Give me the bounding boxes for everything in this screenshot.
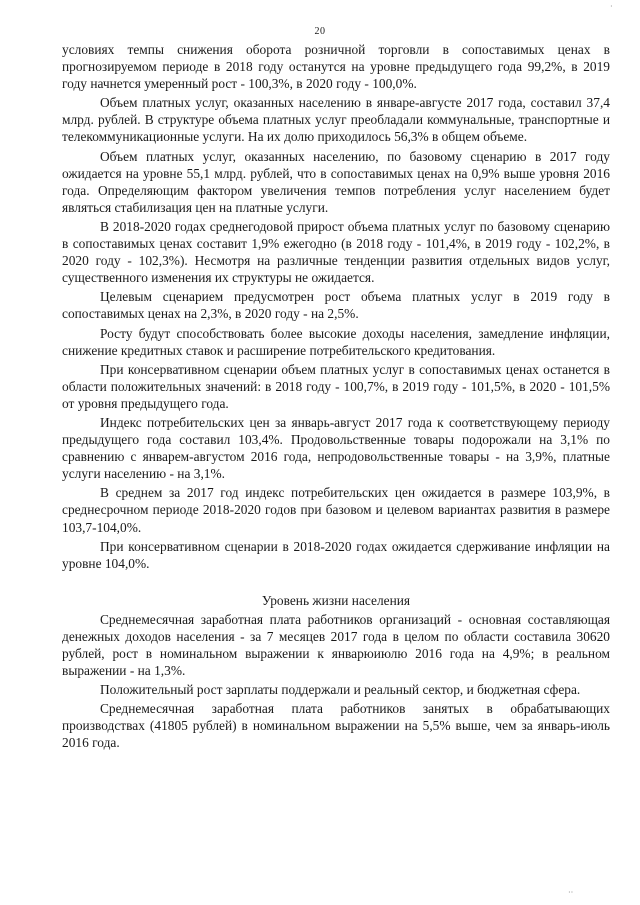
- paragraph-conservative-inflation: При консервативном сценарии в 2018-2020 годах ожидается сдерживание инфляции на уровне 104,0%.: [62, 538, 610, 571]
- paragraph-average-salary: Среднемесячная заработная плата работников организаций - основная составляющая денежных доходов населения - за 7 месяцев 2017 года в целом по области составила 30620 рублей, рост в номинальном выражении к январюиюлю 2016 года на 4,9%; в реальном выражении - на 1,3%.: [62, 611, 610, 679]
- paragraph-paid-services-2018-2020: В 2018-2020 годах среднегодовой прирост объема платных услуг по базовому сценарию в сопоставимых ценах составит 1,9% ежегодно (в 2018 году - 101,4%, в 2019 году - 102,2%, в 2020 году - 102,3%). Несмотря на различные тенденции развития отдельных видов услуг, существенного изменения их структуры не ожидается.: [62, 218, 610, 286]
- scan-mark-bottom: ··: [568, 888, 574, 897]
- section-heading-living-standards: Уровень жизни населения: [261, 592, 411, 608]
- paragraph-growth-factors: Росту будут способствовать более высокие доходы населения, замедление инфляции, снижение кредитных ставок и расширение потребительского кредитования.: [62, 325, 610, 358]
- paragraph-paid-services-volume: Объем платных услуг, оказанных населению в январе-августе 2017 года, составил 37,4 млрд. рублей. В структуре объема платных услуг преобладали коммунальные, транспортные и телекоммуникационные услуги. На их долю приходилось 56,3% в общем объеме.: [62, 95, 610, 145]
- paragraph-manufacturing-salary: Среднемесячная заработная плата работников занятых в обрабатывающих производствах (41805 рублей) в номинальном выражении на 5,5% выше, чем за январь-июль 2016 года.: [62, 701, 610, 751]
- page-number: 20: [314, 26, 326, 37]
- document-body: [62, 41, 610, 752]
- paragraph-cpi-jan-aug: Индекс потребительских цен за январь-август 2017 года к соответствующему периоду предыдущего года составил 103,4%. Продовольственные товары подорожали на 3,1% по сравнению с январем-августом 2016 года, непродовольственные товары - на 3,9%, платные услуги населению - на 3,1%.: [62, 414, 610, 482]
- paragraph-cpi-forecast: В среднем за 2017 год индекс потребительских цен ожидается в размере 103,9%, в среднесрочном периоде 2018-2020 годов при базовом и целевом вариантах развития в размере 103,7-104,0%.: [62, 485, 610, 535]
- paragraph-retail-forecast: условиях темпы снижения оборота розничной торговли в сопоставимых ценах в прогнозируемом периоде в 2018 году останутся на уровне предыдущего года 99,2%, в 2019 году начнется умеренный рост - 100,3%, в 2020 году - 100,0%.: [62, 42, 610, 92]
- scan-mark-top: ·: [610, 2, 613, 11]
- paragraph-salary-support: Положительный рост зарплаты поддержали и реальный сектор, и бюджетная сфера.: [100, 682, 581, 698]
- paragraph-target-scenario: Целевым сценарием предусмотрен рост объема платных услуг в 2019 году в сопоставимых ценах на 2,3%, в 2020 году - на 2,5%.: [62, 289, 610, 322]
- paragraph-conservative-services: При консервативном сценарии объем платных услуг в сопоставимых ценах останется в области положительных значений: в 2018 году - 100,7%, в 2019 году - 101,5%, в 2020 - 101,5% от уровня предыдущего года.: [62, 361, 610, 411]
- paragraph-paid-services-2017: Объем платных услуг, оказанных населению, по базовому сценарию в 2017 году ожидается на уровне 55,1 млрд. рублей, что в сопоставимых ценах на 0,9% выше уровня 2016 года. Определяющим фактором увеличения темпов потребления услуг населением будет являться стабилизация цен на платные услуги.: [62, 148, 610, 215]
